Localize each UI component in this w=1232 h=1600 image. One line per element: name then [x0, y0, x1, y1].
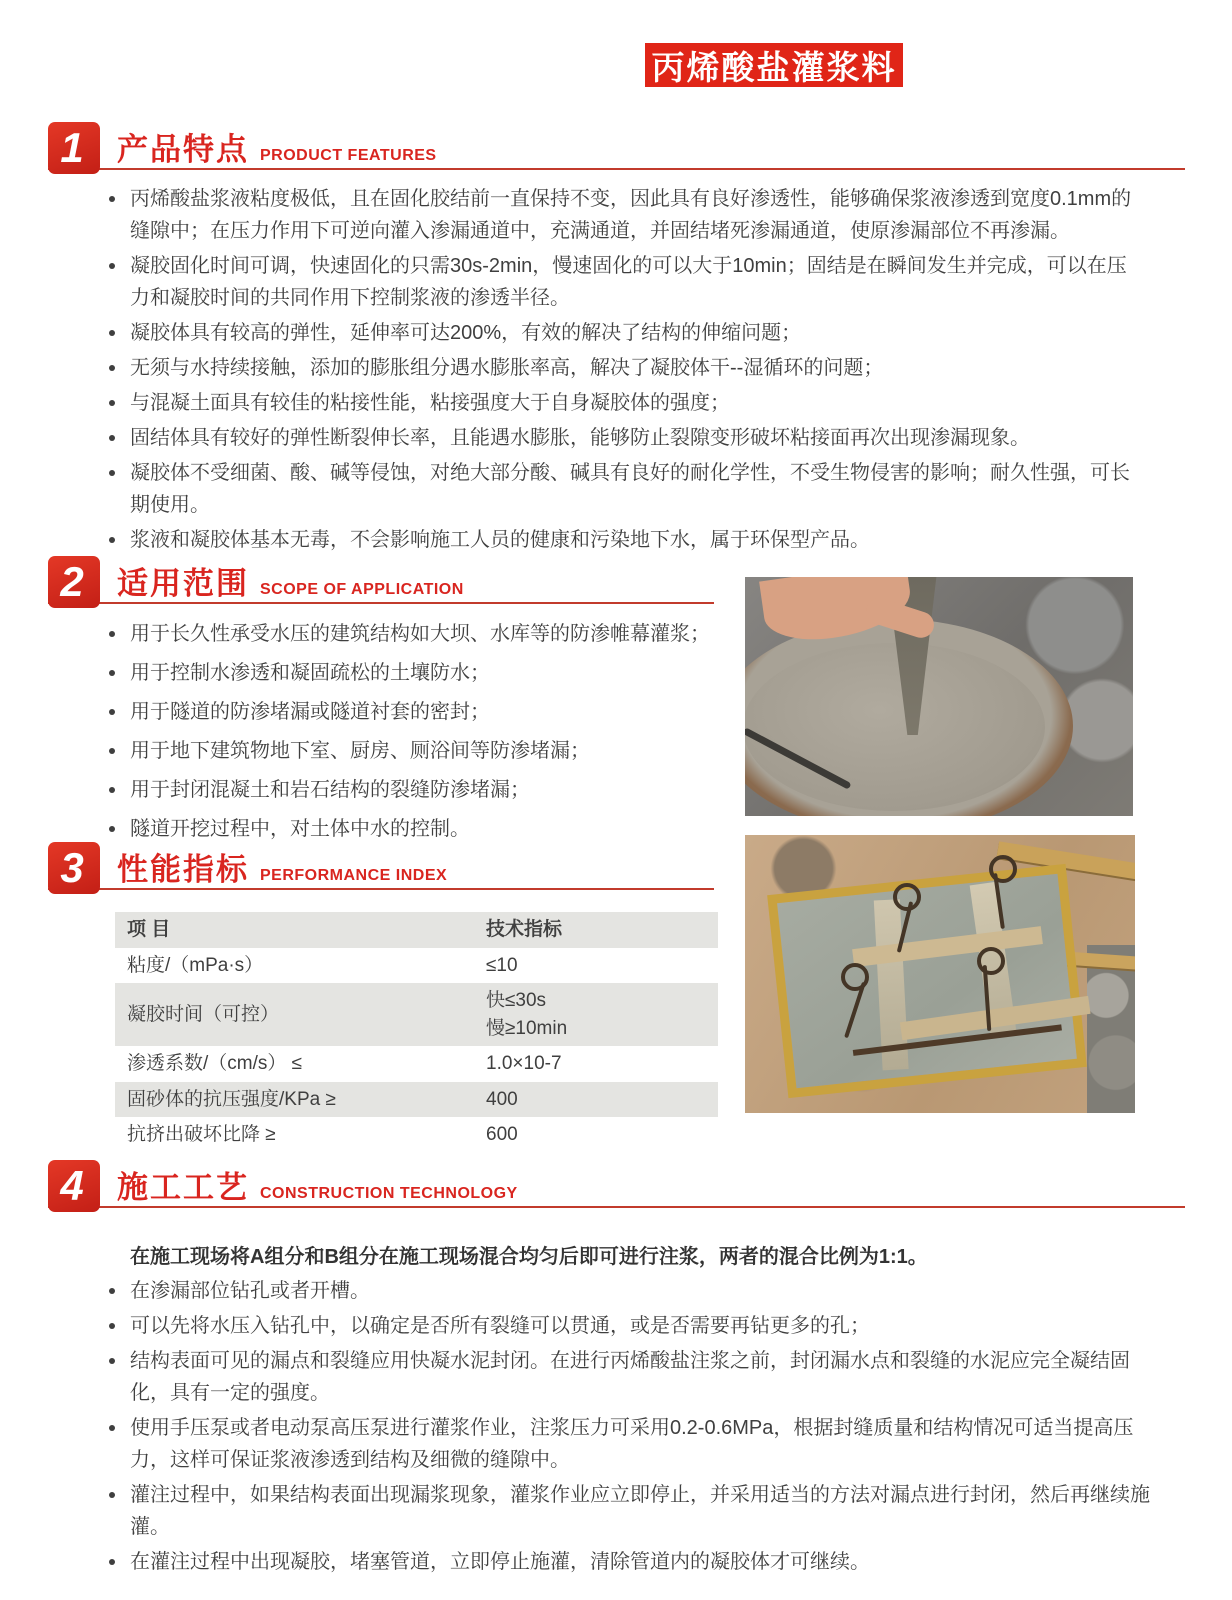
bullet-item	[100, 183, 1132, 247]
grout-slurry-surface	[745, 643, 1045, 811]
table-cell: 固砂体的抗压强度/KPa ≥	[127, 1088, 336, 1110]
section1-subtitle: PRODUCT FEATURES	[260, 147, 437, 164]
bullet-item	[100, 352, 1132, 384]
section2-subtitle: SCOPE OF APPLICATION	[260, 581, 464, 598]
bullet-text: 灌注过程中，如果结构表面出现漏浆现象，灌浆作业应立即停止，并采用适当的方法对漏点进行封闭，然后再继续施灌。	[130, 1484, 1150, 1538]
section2-number-badge	[48, 556, 100, 608]
section4-subtitle: CONSTRUCTION TECHNOLOGY	[260, 1185, 518, 1202]
table-cell: 600	[486, 1124, 518, 1146]
bullet-text: 使用手压泵或者电动泵高压泵进行灌浆作业，注浆压力可采用0.2-0.6MPa，根据封缝质量和结构情况可适当提高压力，这样可保证浆液渗透到结构及细微的缝隙中。	[130, 1417, 1134, 1471]
section4-number-badge	[48, 1160, 100, 1212]
table-cell: 凝胶时间（可控）	[127, 1003, 280, 1025]
bullet-text: 用于封闭混凝土和岩石结构的裂缝防渗堵漏；	[130, 779, 530, 801]
table-row	[115, 1117, 718, 1153]
table-cell: 1.0×10-7	[486, 1053, 562, 1075]
bullet-item	[100, 524, 1132, 556]
formwork-frame	[767, 864, 1087, 1098]
bullet-text: 结构表面可见的漏点和裂缝应用快凝水泥封闭。在进行丙烯酸盐注浆之前，封闭漏水点和裂缝的水泥应完全凝结固化，具有一定的强度。	[130, 1350, 1130, 1404]
bullet-item	[100, 813, 730, 845]
bullet-text: 在渗漏部位钻孔或者开槽。	[130, 1280, 370, 1302]
bullet-item	[100, 1310, 1162, 1342]
section3-title: 性能指标	[117, 852, 249, 888]
section3-number: 3	[60, 844, 84, 891]
construction-technology-block	[100, 1240, 1162, 1581]
table-cell: ≤10	[486, 954, 518, 976]
gravel-strip	[1087, 945, 1135, 1113]
grout-mixing-photo	[745, 577, 1133, 816]
bullet-text: 凝胶体不受细菌、酸、碱等侵蚀，对绝大部分酸、碱具有良好的耐化学性，不受生物侵害的影响；耐久性强，可长期使用。	[130, 462, 1130, 516]
formwork-photo	[745, 835, 1135, 1113]
table-row	[115, 948, 718, 984]
section4-number: 4	[60, 1162, 84, 1209]
section2-number: 2	[60, 558, 84, 605]
scope-of-application-list	[100, 618, 730, 852]
product-title: 丙烯酸盐灌浆料	[651, 48, 897, 86]
bullet-item	[100, 422, 1132, 454]
table-cell: 渗透系数/（cm/s） ≤	[127, 1053, 303, 1075]
bullet-text: 隧道开挖过程中，对土体中水的控制。	[130, 818, 470, 840]
bullet-item	[100, 457, 1132, 521]
section3-header	[48, 842, 714, 890]
table-row	[115, 983, 718, 1046]
section3-subtitle: PERFORMANCE INDEX	[260, 867, 448, 884]
bullet-text: 可以先将水压入钻孔中，以确定是否所有裂缝可以贯通，或是否需要再钻更多的孔；	[130, 1315, 870, 1337]
section1-title: 产品特点	[117, 132, 249, 168]
table-header-cell: 项 目	[127, 919, 171, 940]
bullet-text: 无须与水持续接触，添加的膨胀组分遇水膨胀率高，解决了凝胶体干--湿循环的问题；	[130, 357, 884, 379]
bullet-item	[100, 317, 1132, 349]
table-cell: 快≤30s 慢≥10min	[486, 990, 568, 1039]
table-cell: 抗挤出破坏比降 ≥	[127, 1124, 276, 1146]
bullet-text: 固结体具有较好的弹性断裂伸长率，且能遇水膨胀，能够防止裂隙变形破坏粘接面再次出现渗漏现象。	[130, 427, 1030, 449]
section4-title: 施工工艺	[117, 1170, 249, 1206]
bullet-text: 用于长久性承受水压的建筑结构如大坝、水库等的防渗帷幕灌浆；	[130, 623, 710, 645]
bullet-item	[100, 387, 1132, 419]
table-cell: 400	[486, 1088, 518, 1110]
bullet-item	[100, 774, 730, 806]
bullet-item	[100, 250, 1132, 314]
bullet-text: 凝胶固化时间可调，快速固化的只需30s-2min，慢速固化的可以大于10min；固结是在瞬间发生并完成，可以在压力和凝胶时间的共同作用下控制浆液的渗透半径。	[130, 255, 1127, 309]
bullet-text: 与混凝土面具有较佳的粘接性能，粘接强度大于自身凝胶体的强度；	[130, 392, 730, 414]
bullet-text: 凝胶体具有较高的弹性，延伸率可达200%，有效的解决了结构的伸缩问题；	[130, 322, 802, 344]
table-header-row	[115, 912, 718, 948]
section2-title: 适用范围	[117, 566, 249, 602]
bullet-item	[100, 1412, 1162, 1476]
bullet-text: 用于控制水渗透和凝固疏松的土壤防水；	[130, 662, 490, 684]
product-features-list	[100, 183, 1132, 559]
construction-steps-list	[100, 1275, 1162, 1578]
table-row	[115, 1082, 718, 1118]
construction-intro: 在施工现场将A组分和B组分在施工现场混合均匀后即可进行注浆，两者的混合比例为1:1。	[130, 1246, 928, 1268]
bullet-item	[100, 1546, 1162, 1578]
performance-index-table-body	[115, 912, 718, 1153]
bullet-item	[100, 1275, 1162, 1307]
table-row	[115, 1046, 718, 1082]
bullet-text: 用于隧道的防渗堵漏或隧道衬套的密封；	[130, 701, 490, 723]
bullet-text: 用于地下建筑物地下室、厨房、厕浴间等防渗堵漏；	[130, 740, 590, 762]
table-header-cell: 技术指标	[486, 919, 563, 940]
section3-number-badge	[48, 842, 100, 894]
performance-index-table	[115, 912, 718, 1153]
product-title-banner	[645, 43, 903, 87]
bullet-item	[100, 1345, 1162, 1409]
section1-header	[48, 122, 1185, 170]
bullet-item	[100, 735, 730, 767]
bullet-text: 浆液和凝胶体基本无毒，不会影响施工人员的健康和污染地下水，属于环保型产品。	[130, 529, 870, 551]
bullet-item	[100, 696, 730, 728]
table-cell: 粘度/（mPa·s）	[127, 954, 264, 976]
section1-number: 1	[60, 124, 84, 171]
anchor-loop-icon	[977, 947, 1005, 975]
bullet-item	[100, 618, 730, 650]
section4-header	[48, 1160, 1185, 1208]
section1-number-badge	[48, 122, 100, 174]
bullet-item	[100, 1479, 1162, 1543]
bullet-item	[100, 657, 730, 689]
section2-header	[48, 556, 714, 604]
bullet-text: 丙烯酸盐浆液粘度极低，且在固化胶结前一直保持不变，因此具有良好渗透性，能够确保浆液渗透到宽度0.1mm的缝隙中；在压力作用下可逆向灌入渗漏通道中，充满通道，并固结堵死渗漏通道，使原渗漏部位不再渗漏。	[130, 188, 1132, 242]
bullet-text: 在灌注过程中出现凝胶，堵塞管道，立即停止施灌，清除管道内的凝胶体才可继续。	[130, 1551, 870, 1573]
anchor-loop-icon	[841, 963, 869, 991]
